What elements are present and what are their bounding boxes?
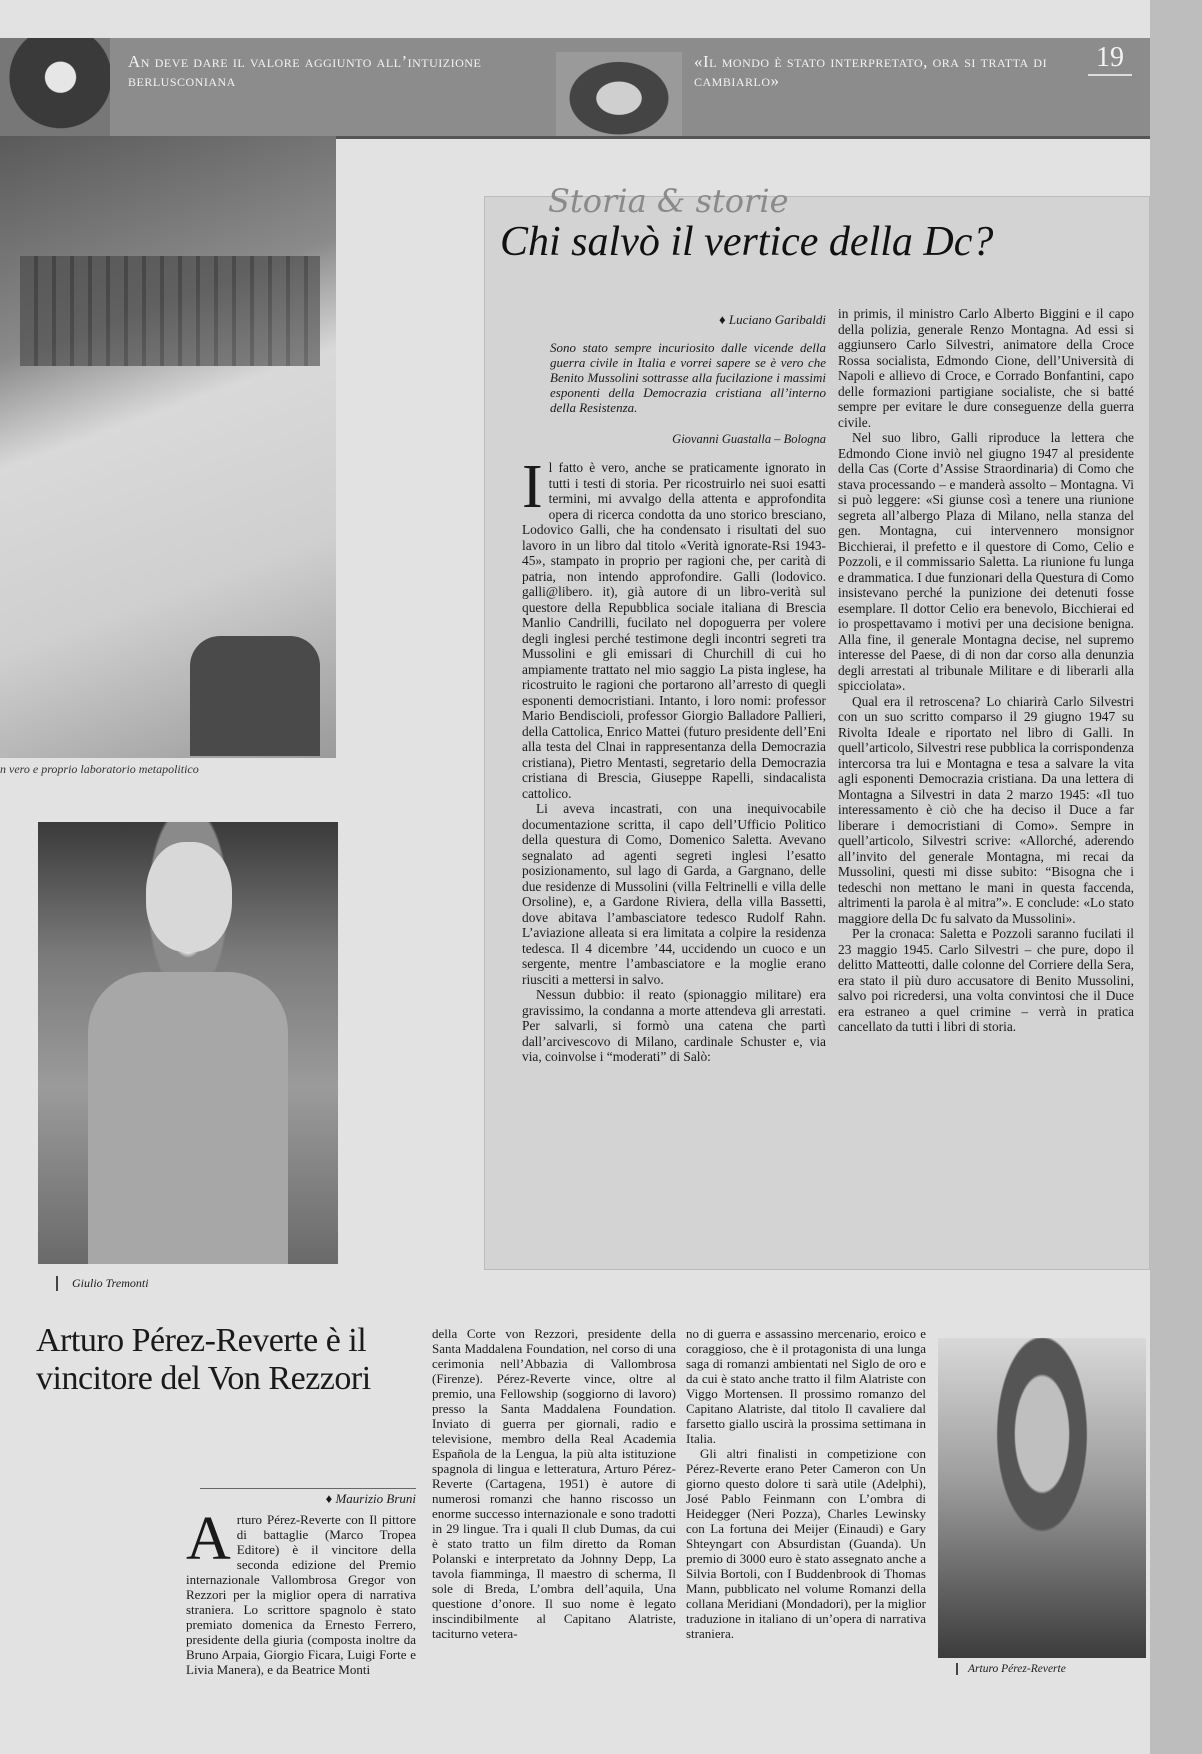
tremonti-caption: Giulio Tremonti — [56, 1276, 149, 1291]
reader-letter-signature: Giovanni Guastalla – Bologna — [672, 432, 826, 446]
header-left-headline: An deve dare il valore aggiunto all’intuizione berlusconiana — [128, 52, 482, 90]
paragraph: rturo Pérez-Reverte con Il pittore di battaglie (Marco Tropea Editore) è il vincitore della seconda edizione del Premio internazionale Vallombrosa Gregor von Rezzori per la miglior opera di narrativa straniera. Lo scrittore spagnolo è stato premiato domenica da Ernesto Ferrero, presidente della giuria (composta inoltre da Bruno Arpaia, Giorgio Ficara, Luigi Forte e Livia Manera), e da Beatrice Monti — [186, 1512, 416, 1677]
page-number: 19 — [1088, 42, 1132, 76]
paragraph: della Corte von Rezzori, presidente della Santa Maddalena Foundation, nel corso di una cerimonia nell’Abbazia di Vallombrosa (Firenze). Pérez-Reverte vince, oltre al premio, una Fellowship (soggiorno di lavoro) presso la Santa Maddalena Foundation. Inviato di guerra per giornali, radio e televisione, membro della Real Academia Española de la Lengua, la più alta istituzione spagnola di lingua e letteratura, Arturo Pérez-Reverte (Cartagena, 1951) è autore di numerosi romanzi che hanno riscosso un enorme successo internazionale e sono tradotti in 29 lingue. Tra i quali Il club Dumas, da cui è stato tratto un film diretto da Roman Polanski e interpretato da Johnny Depp, La tavola fiamminga, Il maestro di scherma, Il sole di Breda, L’ombra dell’aquila, Una questione d’onore. Il suo nome è legato inscindibilmente al Capitano Alatriste, taciturno vetera- — [432, 1326, 676, 1641]
reverte-caption: Arturo Pérez-Reverte — [956, 1663, 1066, 1675]
notebook-photo-caption: n vero e proprio laboratorio metapolitico — [0, 762, 199, 776]
tremonti-photo — [38, 822, 338, 1264]
paragraph: Per la cronaca: Saletta e Pozzoli saranno fucilati il 23 maggio 1945. Carlo Silvestri – che pure, dopo il delitto Matteotti, dalle colonne del Corriere della Sera, era stato il più duro accusatore di Benito Mussolini, salvo poi ricredersi, una volta convintosi che il Duce era estraneo a quel crimine – verrà in pratica cancellato da tutti i libri di storia. — [838, 926, 1134, 1034]
reverte-photo — [938, 1338, 1146, 1658]
paragraph: Gli altri finalisti in competizione con Pérez-Reverte erano Peter Cameron con Un giorno questo dolore ti sarà utile (Adelphi), José Pablo Feinmann con L’ombra di Heidegger (Neri Pozza), Charles Lewinsky con La fortuna dei Meijer (Einaudi) e Gary Shteyngart con Absurdistan (Guanda). Un premio di 3000 euro è stato assegnato anche a Silvia Bortoli, con I Buddenbrook di Thomas Mann, pubblicato nel volume Romanzi della collana Meridiani (Mondadori), per la miglior traduzione in italiano di un’opera di narrativa straniera. — [686, 1446, 926, 1641]
reader-letter: Sono stato sempre incuriosito dalle vicende della guerra civile in Italia e vorrei sapere se è vero che Benito Mussolini sottrasse alla fucilazione i massimi esponenti della Democrazia cristiana all’interno della Resistenza. — [550, 340, 826, 415]
bottom-byline: ♦ Maurizio Bruni — [200, 1488, 416, 1507]
face-shape — [146, 842, 232, 952]
paragraph: Nel suo libro, Galli riproduce la lettera che Edmondo Cione inviò nel giugno 1947 al presidente della Cas (Corte d’Assise Straordinaria) di Como che stava processando – e manderà assolto – Montagna. Vi si può leggere: «Si giunse così a tenere una riunione segreta all’albergo Plaza di Milano, nella stanza del gen. Montagna, cui intervennero monsignor Bicchierai, il prefetto e il questore di Como, Celio e Pozzoli, e il commissario Saletta. La riunione fu lunga e drammatica. I due funzionari della Questura di Como insistevano perché la punizione dei detenuti fosse esemplare. Il dottor Celio era benevolo, Bicchierai ed io prospettavamo i motivi per una decisione benigna. Alla fine, il generale Montagna decise, nel supremo interesse del Paese, di di non dar corso alla denunzia degli arrestati al tribunale Militare e di liberarli alla spicciolata». — [838, 430, 1134, 693]
paragraph: Qual era il retroscena? Lo chiarirà Carlo Silvestri con un suo scritto comparso il 29 giugno 1947 su Rivolta Ideale e riportato nel libro di Galli. In quell’articolo, Silvestri rese pubblica la corrispondenza intercorsa tra lui e Montagna e tesa a salvare la vita agli esponenti Democrazia cristiana. Da una lettera di Montagna a Silvestri in data 2 marzo 1945: «Il tuo interessamento è ciò che ha deciso il Duce a far liberare i democristiani di Como». Sempre in quell’articolo, Silvestri scrive: «Allorché, aderendo all’invito del generale Montagna, mi recai da Mussolini, questi mi disse subito: “Bisogna che i tedeschi non mettano le mani in questa faccenda, altrimenti la parola è al mitra”». E conclude: «Lo stato maggiore della Dc fu salvato da Mussolini». — [838, 693, 1134, 926]
bottom-article-column-3 — [686, 1326, 926, 1641]
paragraph: Li aveva incastrati, con una inequivocabile documentazione scritta, il capo dell’Ufficio Politico della questura di Como, Domenico Saletta. Avevano segnalato ad agenti segreti inglesi l’esatto posizionamento, sul lago di Garda, a Gargnano, delle due residenze di Mussolini (villa Feltrinelli e villa delle Orsoline), e, a Gardone Riviera, della villa Bassetti, dove abitava l’ambasciatore tedesco Rudolf Rahn. L’aviazione alleata si era limitata a colpire la residenza tedesca. Il 4 dicembre ’44, uccidendo un cuoco e un sergente, mentre l’ambasciatore e la moglie erano riusciti a mettersi in salvo. — [522, 801, 826, 987]
notebook-photo — [0, 136, 336, 758]
bottom-article-column-1 — [186, 1505, 416, 1677]
paragraph: l fatto è vero, anche se praticamente ignorato in tutti i testi di storia. Per ricostruirlo nei suoi esatti termini, mi avvalgo della attenta e approfondita opera di ricerca condotta da uno storico bresciano, Lodovico Galli, che ha condensato i risultati del suo lavoro in un libro dal titolo «Verità ignorate-Rsi 1943-45», stampato in proprio per ragioni che, per carità di patria, non intendo approfondire. Galli (lodovico. galli@libero. it), già autore di un libro-verità sul questore della Repubblica sociale italiana di Brescia Manlio Candrilli, fucilato nel dopoguerra per volere degli inglesi perché testimone degli incontri segreti tra Mussolini e gli emissari di Churchill di cui ho ampiamente trattato nel mio saggio La pista inglese, ha ricostruito le ragioni che portarono all’arresto di quegli esponenti democristiani. Intanto, i loro nomi: professor Mario Bendiscioli, professor Giorgio Balladore Pallieri, della Cattolica, Enrico Mattei (futuro presidente dell’Eni alla testa del Clnai in rappresentanza della Democrazia cristiana), Pietro Mentasti, segretario della Democrazia cristiana di Brescia, Giuseppe Rapelli, sindacalista cattolico. — [522, 460, 826, 801]
header-right-headline: «Il mondo è stato interpretato, ora si tratta di cambiarlo» — [694, 52, 1048, 90]
keyboard-detail — [20, 256, 320, 366]
page-header — [0, 38, 1150, 139]
main-headline: Chi salvò il vertice della Dc? — [500, 219, 994, 265]
paragraph: Nessun dubbio: il reato (spionaggio militare) era gravissimo, la condanna a morte attendeva gli arrestati. Per salvarli, si formò una catena che partì dall’arcivescovo di Milano, cardinale Schuster e, via via, coinvolse i “moderati” di Salò: — [522, 987, 826, 1064]
page-gutter — [1150, 0, 1202, 1754]
suit-shape — [88, 972, 288, 1264]
bottom-headline: Arturo Pérez-Reverte è il vincitore del Von Rezzori — [36, 1322, 371, 1397]
leather-strap-detail — [190, 636, 320, 756]
dropcap: A — [186, 1505, 231, 1573]
bottom-article-column-2 — [432, 1326, 676, 1641]
rubric-title: Storia & storie — [548, 182, 789, 220]
dropcap: I — [522, 453, 543, 521]
paragraph: no di guerra e assassino mercenario, eroico e coraggioso, che è il protagonista di una lunga saga di romanzi ambientati nel Siglo de oro e da cui è stato anche tratto il film Alatriste con Viggo Mortensen. Il prossimo romanzo del Capitano Alatriste, dal titolo Il cavaliere dal farsetto giallo uscirà la prossima settimana in Italia. — [686, 1326, 926, 1446]
main-article-column-1 — [522, 453, 826, 1065]
paragraph: in primis, il ministro Carlo Alberto Biggini e il capo della polizia, generale Renzo Montagna. Ad essi si aggiunsero Carlo Silvestri, animatore della Croce Rossa socialista, Edmondo Cione, dell’Università di Napoli e allievo di Croce, e Corrado Bonfantini, capo delle formazioni partigiane socialiste, che si batté sempre per evitare le dure conseguenze della guerra civile. — [838, 306, 1134, 430]
header-photo-marx — [556, 52, 682, 136]
header-photo-berlusconi — [0, 38, 110, 136]
main-article-column-2 — [838, 306, 1134, 1035]
main-byline: ♦ Luciano Garibaldi — [718, 312, 826, 327]
